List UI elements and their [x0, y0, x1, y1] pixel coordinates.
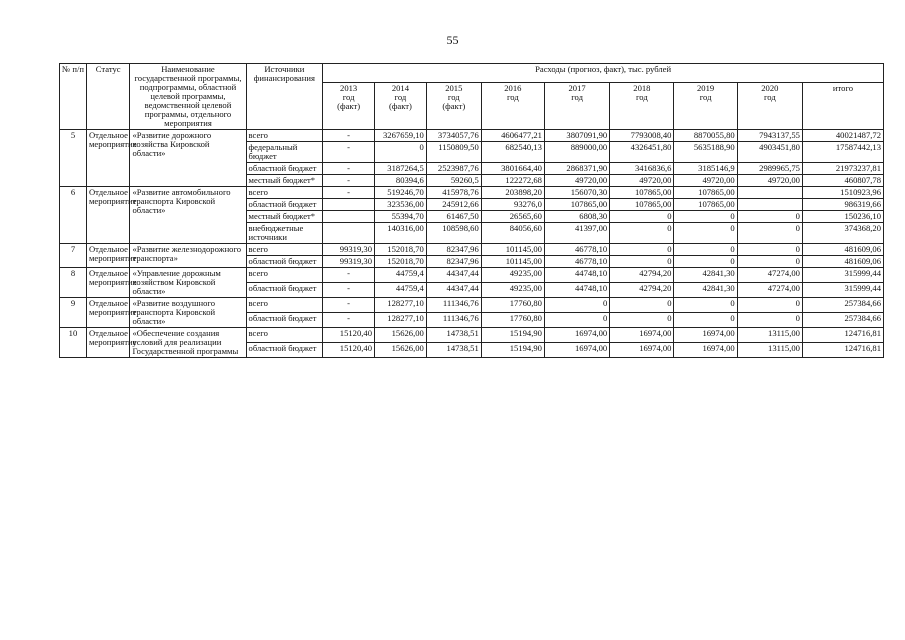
value-cell: 15626,00: [375, 328, 427, 343]
row-source: федеральный бюджет: [246, 142, 323, 163]
value-cell: 150236,10: [802, 211, 883, 223]
value-cell: 15120,40: [323, 343, 375, 358]
value-cell: 111346,76: [426, 298, 481, 313]
value-cell: 61467,50: [426, 211, 481, 223]
value-cell: 15194,90: [481, 343, 544, 358]
value-cell: 152018,70: [375, 256, 427, 268]
value-cell: 108598,60: [426, 223, 481, 244]
value-cell: 107865,00: [610, 187, 674, 199]
row-source: областной бюджет: [246, 313, 323, 328]
value-cell: 84056,60: [481, 223, 544, 244]
value-cell: 2523987,76: [426, 163, 481, 175]
row-name: «Развитие автомобильного транспорта Кировской области»: [130, 187, 246, 244]
value-cell: 13115,00: [737, 343, 802, 358]
value-cell: 41397,00: [544, 223, 609, 244]
header-year-note: (факт): [337, 100, 361, 111]
row-source: всего: [246, 298, 323, 313]
value-cell: 3185146,9: [674, 163, 737, 175]
value-cell: 6808,30: [544, 211, 609, 223]
row-source: областной бюджет: [246, 343, 323, 358]
value-cell: 17760,80: [481, 298, 544, 313]
value-cell: 986319,66: [802, 199, 883, 211]
value-cell: 26565,60: [481, 211, 544, 223]
value-cell: 47274,00: [737, 268, 802, 283]
value-cell: 519246,70: [375, 187, 427, 199]
header-year-3: [426, 82, 481, 129]
value-cell: 3267659,10: [375, 130, 427, 142]
value-cell: 82347,96: [426, 256, 481, 268]
header-year-unit: год: [763, 91, 776, 102]
row-status: Отдельное мероприятие: [86, 298, 130, 328]
value-cell: 111346,76: [426, 313, 481, 328]
value-cell: 55394,70: [375, 211, 427, 223]
row-status: Отдельное мероприятие: [86, 268, 130, 298]
header-name: Наименование государственной программы, подпрограммы, областной целевой программы, ведомственной целевой программы, отдельного мероприятия: [130, 64, 246, 130]
value-cell: 99319,30: [323, 256, 375, 268]
value-cell: 44347,44: [426, 268, 481, 283]
value-cell: 0: [737, 298, 802, 313]
value-cell: 3734057,76: [426, 130, 481, 142]
header-year-year: 2016: [504, 82, 522, 93]
value-cell: 17587442,13: [802, 142, 883, 163]
header-year-5: [544, 82, 609, 129]
value-cell: 889000,00: [544, 142, 609, 163]
value-cell: 122272,68: [481, 175, 544, 187]
header-year-6: [610, 82, 674, 129]
value-cell: 80394,6: [375, 175, 427, 187]
value-cell: 0: [674, 298, 737, 313]
value-cell: 42841,30: [674, 283, 737, 298]
value-cell: 0: [610, 211, 674, 223]
value-cell: 15626,00: [375, 343, 427, 358]
value-cell: 0: [674, 244, 737, 256]
header-year-year: 2017: [568, 82, 586, 93]
header-year-1: [323, 82, 375, 129]
value-cell: 0: [674, 223, 737, 244]
row-status: Отдельное мероприятие: [86, 328, 130, 358]
row-name: «Обеспечение создания условий для реализации Государственной программы: [130, 328, 246, 358]
table-row: [60, 187, 884, 199]
value-cell: 59260,5: [426, 175, 481, 187]
value-cell: -: [323, 298, 375, 313]
table-row: [60, 328, 884, 343]
row-number: 5: [60, 130, 87, 187]
value-cell: -: [323, 187, 375, 199]
header-year-year: 2015: [445, 82, 463, 93]
value-cell: 40021487,72: [802, 130, 883, 142]
value-cell: 16974,00: [544, 328, 609, 343]
row-number: 7: [60, 244, 87, 268]
value-cell: 481609,06: [802, 244, 883, 256]
value-cell: 49235,00: [481, 283, 544, 298]
value-cell: 101145,00: [481, 244, 544, 256]
value-cell: 42794,20: [610, 268, 674, 283]
header-year-year: 2020: [761, 82, 779, 93]
value-cell: 44759,4: [375, 268, 427, 283]
value-cell: 1510923,96: [802, 187, 883, 199]
value-cell: 156070,30: [544, 187, 609, 199]
value-cell: 374368,20: [802, 223, 883, 244]
header-row-main: [60, 64, 884, 83]
value-cell: 460807,78: [802, 175, 883, 187]
value-cell: 21973237,81: [802, 163, 883, 175]
value-cell: 257384,66: [802, 313, 883, 328]
value-cell: 93276,0: [481, 199, 544, 211]
value-cell: 16974,00: [610, 343, 674, 358]
header-expenses: Расходы (прогноз, факт), тыс. рублей: [323, 64, 884, 83]
value-cell: [323, 211, 375, 223]
row-name: «Развитие воздушного транспорта Кировской области»: [130, 298, 246, 328]
value-cell: 3416836,6: [610, 163, 674, 175]
value-cell: 107865,00: [674, 187, 737, 199]
value-cell: 0: [674, 211, 737, 223]
row-source: внебюджетные источники: [246, 223, 323, 244]
value-cell: 107865,00: [610, 199, 674, 211]
value-cell: 16974,00: [610, 328, 674, 343]
value-cell: 0: [737, 211, 802, 223]
header-year-year: 2018: [633, 82, 651, 93]
value-cell: [737, 199, 802, 211]
header-year-2: [375, 82, 427, 129]
value-cell: 101145,00: [481, 256, 544, 268]
row-source: областной бюджет: [246, 256, 323, 268]
value-cell: [323, 223, 375, 244]
header-source: Источники финансирования: [246, 64, 323, 130]
header-year-unit: год: [506, 91, 519, 102]
value-cell: 2868371,90: [544, 163, 609, 175]
value-cell: 245912,66: [426, 199, 481, 211]
header-year-4: [481, 82, 544, 129]
row-status: Отдельное мероприятие: [86, 187, 130, 244]
value-cell: 15194,90: [481, 328, 544, 343]
value-cell: 49720,00: [544, 175, 609, 187]
value-cell: 49720,00: [674, 175, 737, 187]
value-cell: 107865,00: [674, 199, 737, 211]
value-cell: 0: [610, 223, 674, 244]
value-cell: 152018,70: [375, 244, 427, 256]
header-year-note: (факт): [442, 100, 466, 111]
value-cell: 42794,20: [610, 283, 674, 298]
value-cell: 0: [737, 313, 802, 328]
header-year-unit: год: [394, 91, 407, 102]
value-cell: 2989965,75: [737, 163, 802, 175]
value-cell: 44347,44: [426, 283, 481, 298]
page-number: 55: [446, 33, 459, 47]
value-cell: 0: [737, 256, 802, 268]
value-cell: 0: [610, 298, 674, 313]
value-cell: 124716,81: [802, 343, 883, 358]
value-cell: 14738,51: [426, 343, 481, 358]
value-cell: 682540,13: [481, 142, 544, 163]
table-row: [60, 130, 884, 142]
value-cell: 49720,00: [737, 175, 802, 187]
value-cell: 257384,66: [802, 298, 883, 313]
header-year-7: [674, 82, 737, 129]
table-row: [60, 268, 884, 283]
value-cell: 0: [610, 256, 674, 268]
value-cell: -: [323, 142, 375, 163]
header-year-8: [737, 82, 802, 129]
value-cell: 0: [737, 223, 802, 244]
row-status: Отдельное мероприятие: [86, 130, 130, 187]
row-number: 6: [60, 187, 87, 244]
value-cell: 3807091,90: [544, 130, 609, 142]
row-number: 9: [60, 298, 87, 328]
value-cell: 42841,30: [674, 268, 737, 283]
header-year-unit: год: [635, 91, 648, 102]
row-status: Отдельное мероприятие: [86, 244, 130, 268]
header-year-note: (факт): [388, 100, 412, 111]
header-year-year: 2013: [340, 82, 358, 93]
value-cell: 46778,10: [544, 256, 609, 268]
header-year-9: [802, 82, 883, 129]
row-source: всего: [246, 187, 323, 199]
value-cell: 44748,10: [544, 268, 609, 283]
row-source: областной бюджет: [246, 163, 323, 175]
row-name: «Развитие дорожного хозяйства Кировской области»: [130, 130, 246, 187]
value-cell: 3187264,5: [375, 163, 427, 175]
header-year-unit: год: [571, 91, 583, 102]
value-cell: 481609,06: [802, 256, 883, 268]
header-year-year: 2014: [391, 82, 410, 93]
table-header: [60, 64, 884, 130]
value-cell: -: [323, 130, 375, 142]
value-cell: 8870055,80: [674, 130, 737, 142]
value-cell: 128277,10: [375, 298, 427, 313]
value-cell: [323, 199, 375, 211]
row-number: 10: [60, 328, 87, 358]
value-cell: 0: [375, 142, 427, 163]
header-year-unit: год: [447, 91, 460, 102]
value-cell: -: [323, 163, 375, 175]
row-source: областной бюджет: [246, 199, 323, 211]
value-cell: 140316,00: [375, 223, 427, 244]
row-source: всего: [246, 268, 323, 283]
value-cell: 47274,00: [737, 283, 802, 298]
value-cell: 0: [544, 313, 609, 328]
value-cell: 82347,96: [426, 244, 481, 256]
value-cell: 4606477,21: [481, 130, 544, 142]
value-cell: 16974,00: [544, 343, 609, 358]
budget-table: [59, 63, 884, 358]
row-source: всего: [246, 244, 323, 256]
value-cell: 99319,30: [323, 244, 375, 256]
value-cell: 44748,10: [544, 283, 609, 298]
row-source: всего: [246, 130, 323, 142]
value-cell: 315999,44: [802, 268, 883, 283]
header-num: № п/п: [60, 64, 87, 130]
value-cell: 14738,51: [426, 328, 481, 343]
table-row: [60, 298, 884, 313]
value-cell: 0: [610, 244, 674, 256]
value-cell: [737, 187, 802, 199]
value-cell: 0: [674, 256, 737, 268]
value-cell: 1150809,50: [426, 142, 481, 163]
row-source: всего: [246, 328, 323, 343]
value-cell: 49235,00: [481, 268, 544, 283]
value-cell: 17760,80: [481, 313, 544, 328]
value-cell: -: [323, 313, 375, 328]
value-cell: 46778,10: [544, 244, 609, 256]
value-cell: 124716,81: [802, 328, 883, 343]
header-year-year: 2019: [696, 82, 715, 93]
value-cell: 0: [737, 244, 802, 256]
value-cell: 49720,00: [610, 175, 674, 187]
value-cell: 4326451,80: [610, 142, 674, 163]
value-cell: 0: [544, 298, 609, 313]
row-number: 8: [60, 268, 87, 298]
row-source: местный бюджет*: [246, 211, 323, 223]
header-status: Статус: [86, 64, 130, 130]
value-cell: 4903451,80: [737, 142, 802, 163]
value-cell: -: [323, 283, 375, 298]
value-cell: 3801664,40: [481, 163, 544, 175]
header-year-unit: год: [699, 91, 712, 102]
value-cell: 0: [674, 313, 737, 328]
value-cell: 15120,40: [323, 328, 375, 343]
value-cell: 323536,00: [375, 199, 427, 211]
value-cell: -: [323, 175, 375, 187]
value-cell: 44759,4: [375, 283, 427, 298]
value-cell: 7793008,40: [610, 130, 674, 142]
table-body: [60, 130, 884, 358]
row-source: местный бюджет*: [246, 175, 323, 187]
row-source: областной бюджет: [246, 283, 323, 298]
value-cell: 203898,20: [481, 187, 544, 199]
row-name: «Управление дорожным хозяйством Кировской области»: [130, 268, 246, 298]
header-year-year: итого: [832, 82, 854, 93]
value-cell: 107865,00: [544, 199, 609, 211]
value-cell: 0: [610, 313, 674, 328]
row-name: «Развитие железнодорожного транспорта»: [130, 244, 246, 268]
value-cell: 13115,00: [737, 328, 802, 343]
value-cell: 7943137,55: [737, 130, 802, 142]
value-cell: 5635188,90: [674, 142, 737, 163]
value-cell: 128277,10: [375, 313, 427, 328]
value-cell: 16974,00: [674, 343, 737, 358]
value-cell: -: [323, 268, 375, 283]
value-cell: 16974,00: [674, 328, 737, 343]
value-cell: 315999,44: [802, 283, 883, 298]
table-row: [60, 244, 884, 256]
value-cell: 415978,76: [426, 187, 481, 199]
header-year-unit: год: [342, 91, 355, 102]
